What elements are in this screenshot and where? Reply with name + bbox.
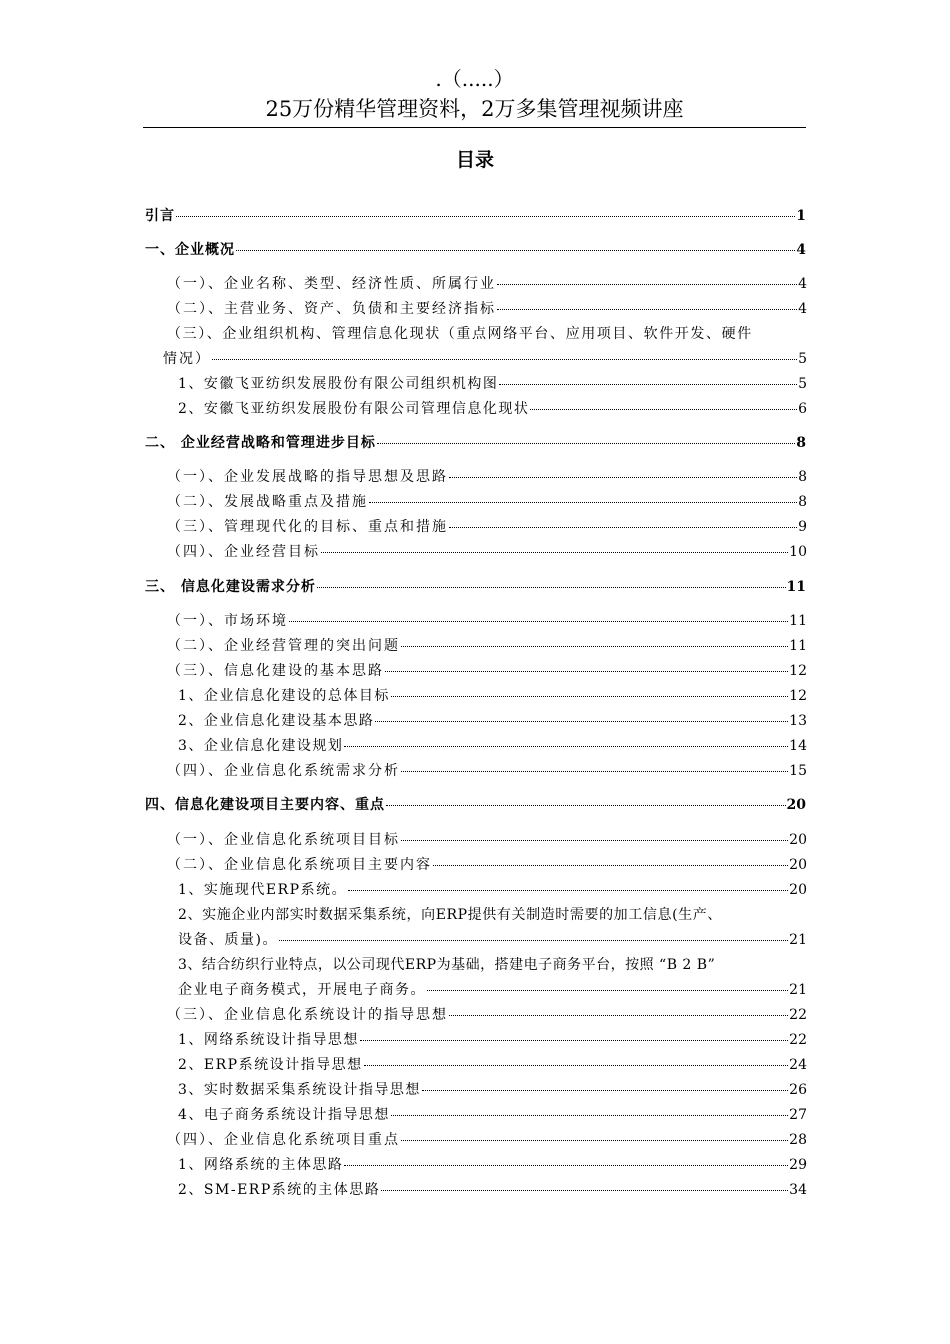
toc-leader-dots (375, 721, 788, 722)
toc-entry-text: （四）、企业信息化系统项目重点 (167, 1132, 400, 1148)
toc-page-number: 4 (796, 242, 806, 258)
toc-entry-first-line[interactable]: 2、实施企业内部实时数据采集系统，向ERP提供有关制造时需要的加工信息(生产、 (178, 907, 722, 923)
toc-entry-text: （四）、企业信息化系统需求分析 (167, 763, 400, 779)
toc-entry-text: 二、 企业经营战略和管理进步目标 (145, 435, 376, 451)
toc-entry-text: 4、电子商务系统设计指导思想 (178, 1107, 390, 1123)
toc-entry[interactable] (163, 350, 807, 368)
toc-page-number: 5 (798, 376, 807, 392)
toc-entry[interactable] (167, 275, 807, 293)
toc-page-number: 8 (798, 469, 807, 485)
toc-entry[interactable] (167, 856, 807, 874)
toc-leader-dots (289, 621, 788, 622)
toc-entry-text: 2、安徽飞亚纺织发展股份有限公司管理信息化现状 (178, 401, 530, 417)
toc-page-number: 26 (789, 1082, 807, 1098)
toc-entry[interactable] (145, 207, 806, 225)
toc-entry-text: （三）、信息化建设的基本思路 (167, 663, 384, 679)
toc-entry[interactable] (167, 468, 807, 486)
toc-leader-dots (381, 1190, 788, 1191)
toc-leader-dots (317, 587, 786, 588)
toc-entry[interactable] (178, 1106, 807, 1124)
toc-page-number: 27 (789, 1107, 807, 1123)
toc-entry-text: （三）、企业信息化系统设计的指导思想 (167, 1007, 448, 1023)
toc-leader-dots (449, 477, 797, 478)
toc-entry-text: （二）、发展战略重点及措施 (167, 494, 368, 510)
toc-entry-first-line[interactable]: （三）、企业组织机构、管理信息化现状（重点网络平台、应用项目、软件开发、硬件 (167, 326, 753, 342)
toc-entry[interactable] (145, 796, 806, 814)
toc-leader-dots (449, 1015, 788, 1016)
toc-page-number: 28 (789, 1132, 807, 1148)
toc-entry-text: 企业电子商务模式，开展电子商务。 (178, 982, 426, 998)
toc-entry-text: 情况） (163, 351, 211, 367)
toc-entry[interactable] (178, 712, 807, 730)
toc-leader-dots (497, 284, 797, 285)
toc-entry[interactable] (145, 434, 806, 452)
toc-entry-text: （一）、企业名称、类型、经济性质、所属行业 (167, 276, 496, 292)
toc-page-number: 20 (789, 832, 807, 848)
toc-entry-text: （三）、管理现代化的目标、重点和措施 (167, 519, 448, 535)
toc-entry[interactable] (167, 1006, 807, 1024)
toc-page-number: 9 (798, 519, 807, 535)
toc-page-number: 20 (786, 797, 806, 813)
toc-page-number: 8 (798, 494, 807, 510)
toc-leader-dots (427, 990, 788, 991)
toc-entry[interactable] (178, 931, 807, 949)
toc-entry[interactable] (167, 518, 807, 536)
toc-leader-dots (401, 771, 788, 772)
toc-leader-dots (176, 216, 795, 217)
toc-entry-text: （一）、市场环境 (167, 613, 288, 629)
toc-entry[interactable] (178, 737, 807, 755)
toc-leader-dots (497, 309, 797, 310)
toc-page-number: 14 (789, 738, 807, 754)
toc-entry[interactable] (178, 981, 807, 999)
toc-leader-dots (344, 746, 788, 747)
toc-entry-text: 1、安徽飞亚纺织发展股份有限公司组织机构图 (178, 376, 499, 392)
toc-entry[interactable] (178, 1181, 807, 1199)
page-header (143, 66, 806, 124)
toc-page-number: 6 (798, 401, 807, 417)
toc-leader-dots (212, 359, 797, 360)
toc-page-number: 4 (798, 301, 807, 317)
toc-entry[interactable] (178, 1081, 807, 1099)
header-line-1: .（.....） (435, 67, 514, 91)
toc-leader-dots (422, 1090, 788, 1091)
toc-leader-dots (321, 552, 788, 553)
toc-entry-text: 1、企业信息化建设的总体目标 (178, 688, 390, 704)
toc-leader-dots (279, 940, 788, 941)
toc-entry-text: 设备、质量)。 (178, 932, 278, 948)
toc-entry-text: 1、网络系统的主体思路 (178, 1157, 344, 1173)
toc-page-number: 12 (789, 663, 807, 679)
toc-leader-dots (401, 646, 788, 647)
toc-entry[interactable] (178, 1156, 807, 1174)
toc-leader-dots (449, 527, 797, 528)
toc-entry-text: 一、企业概况 (145, 242, 235, 258)
toc-page-number: 12 (789, 688, 807, 704)
toc-leader-dots (385, 671, 788, 672)
toc-leader-dots (377, 443, 795, 444)
toc-page-number: 10 (789, 544, 807, 560)
toc-page-number: 15 (789, 763, 807, 779)
toc-page-number: 11 (789, 613, 807, 629)
toc-leader-dots (391, 696, 788, 697)
toc-entry[interactable] (167, 543, 807, 561)
toc-entry-text: 四、信息化建设项目主要内容、重点 (145, 797, 385, 813)
toc-entry[interactable] (178, 1031, 807, 1049)
toc-leader-dots (236, 250, 795, 251)
toc-entry-text: （二）、主营业务、资产、负债和主要经济指标 (167, 301, 496, 317)
toc-page-number: 5 (798, 351, 807, 367)
toc-page-number: 11 (789, 638, 807, 654)
toc-entry-text: 三、 信息化建设需求分析 (145, 579, 316, 595)
toc-entry[interactable] (167, 1131, 807, 1149)
toc-entry-text: （一）、企业信息化系统项目目标 (167, 832, 400, 848)
toc-leader-dots (499, 384, 797, 385)
toc-entry[interactable] (167, 300, 807, 318)
toc-page-number: 22 (789, 1032, 807, 1048)
toc-page-number: 13 (789, 713, 807, 729)
toc-leader-dots (364, 1065, 789, 1066)
toc-entry[interactable] (167, 612, 807, 630)
toc-entry[interactable] (167, 662, 807, 680)
toc-page-number: 21 (789, 982, 807, 998)
toc-entry-text: （四）、企业经营目标 (167, 544, 320, 560)
toc-entry[interactable] (178, 375, 807, 393)
toc-entry[interactable] (178, 1056, 807, 1074)
toc-entry-text: 1、实施现代ERP系统。 (178, 882, 348, 898)
header-divider (143, 127, 806, 128)
toc-entry-text: 2、企业信息化建设基本思路 (178, 713, 375, 729)
toc-page-number: 24 (789, 1057, 807, 1073)
toc-page-number: 34 (789, 1182, 807, 1198)
toc-entry[interactable] (167, 637, 807, 655)
toc-page-number: 29 (789, 1157, 807, 1173)
toc-leader-dots (344, 1165, 788, 1166)
toc-entry-text: 2、SM-ERP系统的主体思路 (178, 1182, 381, 1198)
toc-entry[interactable] (145, 241, 806, 259)
toc-entry[interactable] (167, 762, 807, 780)
toc-entry-text: （二）、企业经营管理的突出问题 (167, 638, 400, 654)
toc-entry-text: 引言 (145, 208, 175, 224)
toc-entry[interactable] (167, 493, 807, 511)
toc-entry-first-line[interactable]: 3、结合纺织行业特点，以公司现代ERP为基础，搭建电子商务平台，按照 “B 2 B” (178, 957, 716, 973)
toc-entry[interactable] (178, 687, 807, 705)
toc-entry-text: 3、企业信息化建设规划 (178, 738, 344, 754)
toc-leader-dots (530, 409, 797, 410)
toc-leader-dots (391, 1115, 788, 1116)
toc-entry-text: 1、网络系统设计指导思想 (178, 1032, 359, 1048)
toc-entry-text: （二）、企业信息化系统项目主要内容 (167, 857, 432, 873)
toc-entry[interactable] (145, 578, 806, 596)
toc-leader-dots (369, 502, 797, 503)
toc-page-number: 22 (789, 1007, 807, 1023)
toc-leader-dots (386, 805, 786, 806)
toc-page-number: 8 (796, 435, 806, 451)
toc-leader-dots (360, 1040, 788, 1041)
toc-entry-text: 2、ERP系统设计指导思想 (178, 1057, 363, 1073)
toc-page-number: 20 (789, 857, 807, 873)
toc-leader-dots (348, 890, 788, 891)
toc-entry-text: 3、实时数据采集系统设计指导思想 (178, 1082, 421, 1098)
toc-leader-dots (401, 1140, 788, 1141)
toc-page-number: 4 (798, 276, 807, 292)
toc-page-number: 20 (789, 882, 807, 898)
toc-entry[interactable] (178, 881, 807, 899)
header-line-2: 25万份精华管理资料，2万多集管理视频讲座 (265, 97, 684, 121)
toc-page-number: 11 (786, 579, 806, 595)
toc-leader-dots (401, 840, 788, 841)
toc-leader-dots (433, 865, 788, 866)
toc-title: 目录 (455, 149, 494, 171)
toc-page-number: 1 (796, 208, 806, 224)
toc-entry-text: （一）、企业发展战略的指导思想及思路 (167, 469, 448, 485)
toc-page-number: 21 (789, 932, 807, 948)
toc-entry[interactable] (178, 400, 807, 418)
toc-entry[interactable] (167, 831, 807, 849)
